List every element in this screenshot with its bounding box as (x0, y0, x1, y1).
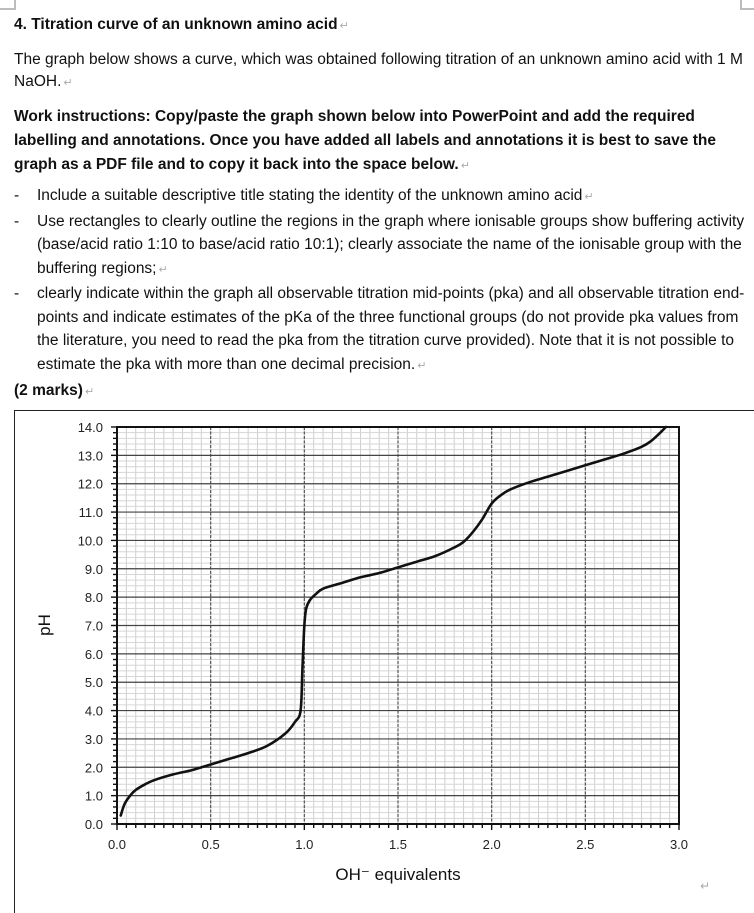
paragraph-mark: ↵ (584, 191, 594, 203)
y-axis-label: pH (35, 614, 54, 636)
y-tick-label: 5.0 (84, 675, 103, 691)
y-tick-label: 2.0 (84, 760, 103, 776)
list-item (14, 282, 754, 378)
heading-text: 4. Titration curve of an unknown amino acid (14, 16, 338, 33)
paragraph-mark: ↵ (417, 359, 427, 372)
paragraph-mark: ↵ (63, 77, 73, 89)
y-tick-label: 11.0 (78, 505, 103, 521)
y-tick-label: 7.0 (84, 618, 103, 634)
intro-paragraph (14, 49, 754, 94)
x-tick-label: 1.0 (295, 837, 314, 852)
marks-text: (2 marks) (14, 382, 83, 399)
paragraph-mark: ↵ (84, 386, 95, 398)
page-corner-mark (740, 0, 754, 10)
x-tick-label: 2.5 (576, 837, 595, 852)
y-tick-label: 14.0 (77, 420, 103, 435)
y-tick-label: 6.0 (84, 646, 103, 662)
list-item (14, 210, 754, 283)
y-tick-label: 10.0 (77, 533, 103, 549)
x-tick-label: 3.0 (669, 837, 689, 852)
y-tick-label: 4.0 (84, 703, 103, 719)
x-tick-label: 2.0 (482, 837, 501, 852)
work-instructions (14, 105, 734, 178)
y-tick-label: 9.0 (84, 561, 103, 577)
paragraph-mark: ↵ (700, 879, 711, 893)
y-tick-label: 3.0 (84, 731, 103, 747)
list-item (14, 184, 754, 210)
x-tick-label: 1.5 (388, 837, 408, 852)
paragraph-mark: ↵ (339, 20, 349, 32)
x-tick-label: 0.0 (107, 837, 127, 852)
paragraph-mark: ↵ (460, 160, 470, 172)
x-axis-label: OH⁻ equivalents (335, 865, 461, 884)
y-tick-label: 8.0 (84, 590, 103, 606)
y-tick-label: 12.0 (77, 476, 103, 492)
y-tick-label: 1.0 (84, 788, 103, 804)
x-tick-label: 0.5 (201, 837, 220, 852)
requirements-list (14, 184, 754, 378)
y-tick-label: 13.0 (77, 448, 103, 464)
intro-text: The graph below shows a curve, which was obtained following titration of an unknown amino acid with 1 M NaOH. (14, 51, 743, 90)
list-item-text: Include a suitable descriptive title stating the identity of the unknown amino acid (37, 187, 583, 204)
bullet-dash: - (14, 285, 20, 302)
list-item-text: Use rectangles to clearly outline the regions in the graph where ionisable groups show buffering activity (base/acid ratio 1:10 to base/acid ratio 10:1); clearly associate the name of the ionisable group with the buffering regions; (37, 212, 745, 277)
chart-frame (14, 410, 754, 913)
bullet-dash: - (14, 187, 20, 204)
list-item-text: clearly indicate within the graph all observable titration mid-points (pka) and all observable titration end-points and indicate estimates of the pKa of the three functional groups (do not provide pka values from the literature, you need to read the pka from the titration curve provided). Note that it is not possible to estimate the pka with more than one decimal precision. (37, 285, 745, 373)
instructions-text: Work instructions: Copy/paste the graph shown below into PowerPoint and add the required labelling and annotations. Once you have added all labels and annotations it is best to save the graph as a PDF file and to copy it back into the space below. (14, 108, 716, 173)
paragraph-mark: ↵ (158, 263, 168, 276)
y-tick-label: 0.0 (84, 817, 103, 832)
question-heading (14, 14, 349, 37)
bullet-dash: - (14, 212, 20, 230)
marks-label (14, 380, 94, 403)
page-corner-mark (0, 0, 16, 10)
